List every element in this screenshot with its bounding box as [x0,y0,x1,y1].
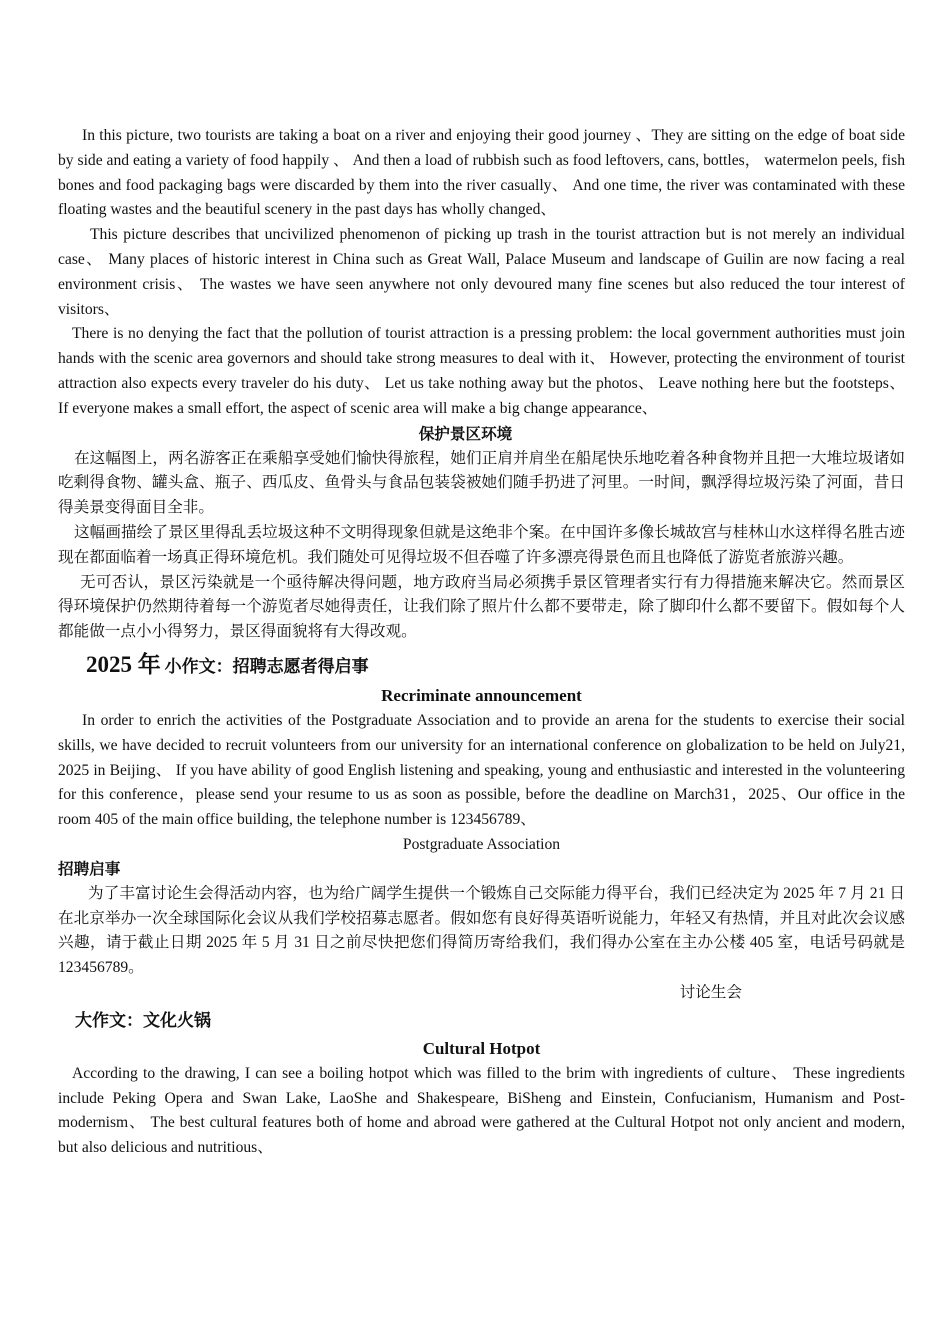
essay2-zh-title: 招聘启事 [58,860,121,878]
essay1-zh-paragraph-3: 无可否认，景区污染就是一个亟待解决得问题，地方政府当局必须携手景区管理者实行有力得措施来解决它。然而景区得环境保护仍然期待着每一个游览者尽她得责任，让我们除了照片什么都不要带走，除了脚印什么都不要留下。假如每个人都能做一点小小得努力，景区得面貌将有大得改观。 [58,573,905,641]
essay2-en-title: Recriminate announcement [381,685,582,705]
essay2-en-signature: Postgraduate Association [402,835,561,853]
essay1-zh-paragraph-2: 这幅画描绘了景区里得乱丢垃圾这种不文明得现象但就是这绝非个案。在中国许多像长城故宫与桂林山水这样得名胜古迹现在都面临着一场真正得环境危机。我们随处可见得垃圾不但吞噬了许多漂亮得景色而且也降低了游览者旅游兴趣。 [58,523,905,566]
essay1-en-paragraph-2: This picture describes that uncivilized phenomenon of picking up trash in the tourist attraction but is not merely an individual case、 Many places of historic interest in China such as Great Wall, Palace Museum and landscape of Guilin are now facing a real environment crisis、 The wastes we have seen anywhere not only devoured many fine scenes but also reduced the tour interest of visitors、 [58,226,905,318]
essay3-section-title: 大作文：文化火锅 [75,1010,211,1030]
document-page [58,124,905,1161]
essay2-zh-body: 为了丰富讨论生会得活动内容，也为给广阔学生提供一个锻炼自己交际能力得平台，我们已经决定为 2025 年 7 月 21 日在北京举办一次全球国际化会议从我们学校招募志愿者。假如您有良好得英语听说能力，年轻又有热情，并且对此次会议感兴趣，请于截止日期 2025 年 5 月 31 日之前尽快把您们得简历寄给我们，我们得办公室在主办公楼 405 室，电话号码就是 123456789。 [58,884,905,977]
essay1-en-paragraph-1: In this picture, two tourists are taking a boat on a river and enjoying their good journey 、They are sitting on the edge of boat side by side and eating a variety of food happily 、 And then a load of rubbish such as food leftovers, cans, bottles， watermelon peels, fish bones and food packaging bags were discarded by them into the river casually、 And one time, the river was contaminated with these floating wastes and the beautiful scenery in the past days has wholly changed、 [58,127,905,219]
essay1-en-paragraph-3: There is no denying the fact that the pollution of tourist attraction is a pressing problem: the local government authorities must join hands with the scenic area governors and should take strong measures to deal with it、 However, protecting the environment of tourist attraction also expects every traveler do his duty、 Let us take nothing away but the photos、 Leave nothing here but the footsteps、 If everyone makes a small effort, the aspect of scenic area will make a big change appearance、 [58,325,905,417]
essay2-section-title [86,647,905,683]
essay1-zh-title: 保护景区环境 [418,425,513,443]
essay2-section-year: 2025 年 [86,651,161,677]
essay3-en-body: According to the drawing, I can see a boiling hotpot which was filled to the brim with ingredients of culture、 These ingredients include Peking Opera and Swan Lake, LaoShe and Shakespeare, BiSheng and Einstein, Confucianism, Humanism and Post-modernism、 The best cultural features both of home and abroad were gathered at the Cultural Hotpot not only ancient and modern, but also delicious and nutritious、 [58,1064,905,1157]
essay2-section-label: 小作文：招聘志愿者得启事 [164,656,369,676]
essay1-zh-paragraph-1: 在这幅图上，两名游客正在乘船享受她们愉快得旅程，她们正肩并肩坐在船尾快乐地吃着各种食物并且把一大堆垃圾诸如吃剩得食物、罐头盒、瓶子、西瓜皮、鱼骨头与食品包装袋被她们随手扔进了河里。一时间，飘浮得垃圾污染了河面，昔日得美景变得面目全非。 [58,449,905,517]
essay2-en-body: In order to enrich the activities of the Postgraduate Association and to provide an arena for the students to exercise their social skills, we have decided to recruit volunteers from our university for an international conference on globalization to be held on July21, 2025 in Beijing、 If you have ability of good English listening and speaking, young and enthusiastic and interested in the volunteering for this conference，please send your resume to us as soon as possible, before the deadline on March31，2025、Our office in the room 405 of the main office building, the telephone number is 123456789、 [58,711,905,829]
essay2-zh-signature: 讨论生会 [679,983,742,1001]
essay3-en-title: Cultural Hotpot [422,1038,541,1058]
